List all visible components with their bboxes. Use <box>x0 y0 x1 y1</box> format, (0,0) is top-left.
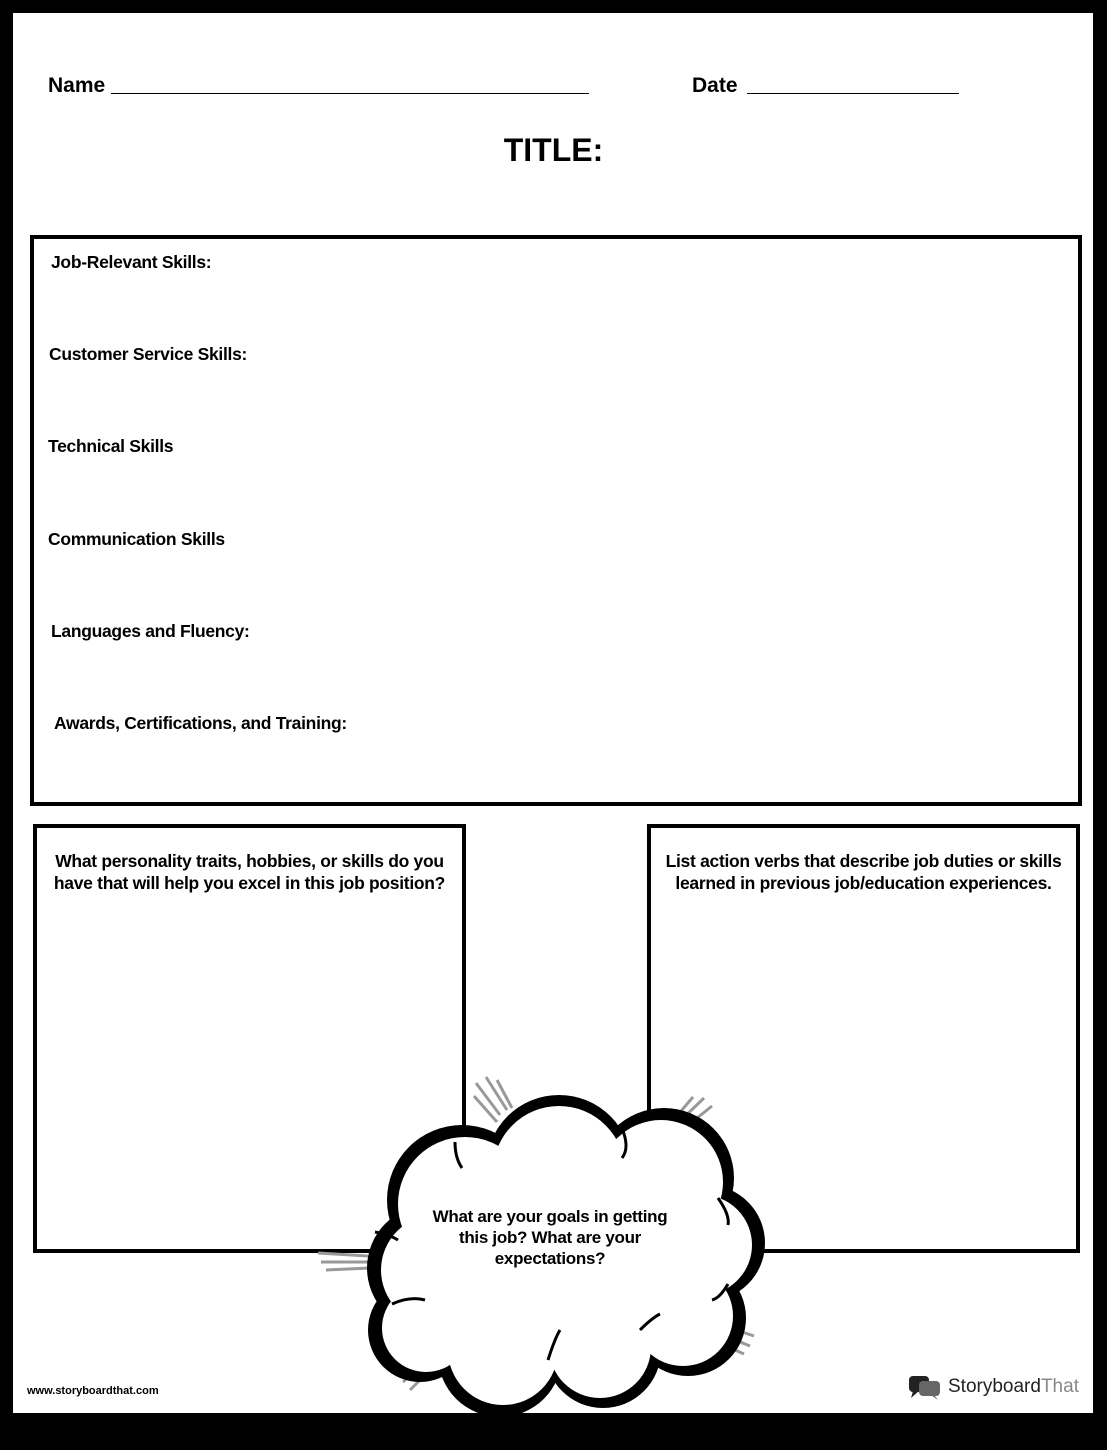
speech-bubbles-icon <box>908 1374 942 1400</box>
skill-label-customer-service: Customer Service Skills: <box>49 344 248 364</box>
skill-label-job-relevant: Job-Relevant Skills: <box>51 252 212 272</box>
page-title: TITLE: <box>503 132 604 168</box>
goals-question-text: What are your goals in getting this job? What are your expectations? <box>432 1207 668 1268</box>
date-label: Date <box>692 74 738 97</box>
footer-url[interactable]: www.storyboardthat.com <box>27 1385 159 1397</box>
skill-label-awards: Awards, Certifications, and Training: <box>54 713 347 733</box>
action-verbs-question-text: List action verbs that describe job duties or skills learned in previous job/education experiences. <box>665 851 1062 893</box>
personality-question-text: What personality traits, hobbies, or skills do you have that will help you excel in this job position? <box>53 851 446 893</box>
storyboardthat-logo[interactable] <box>908 1374 1079 1400</box>
skill-label-languages: Languages and Fluency: <box>51 621 250 641</box>
skill-label-technical: Technical Skills <box>48 436 174 456</box>
name-label: Name <box>48 74 106 97</box>
skill-label-communication: Communication Skills <box>48 529 225 549</box>
logo-wordmark: StoryboardThat <box>948 1376 1079 1397</box>
